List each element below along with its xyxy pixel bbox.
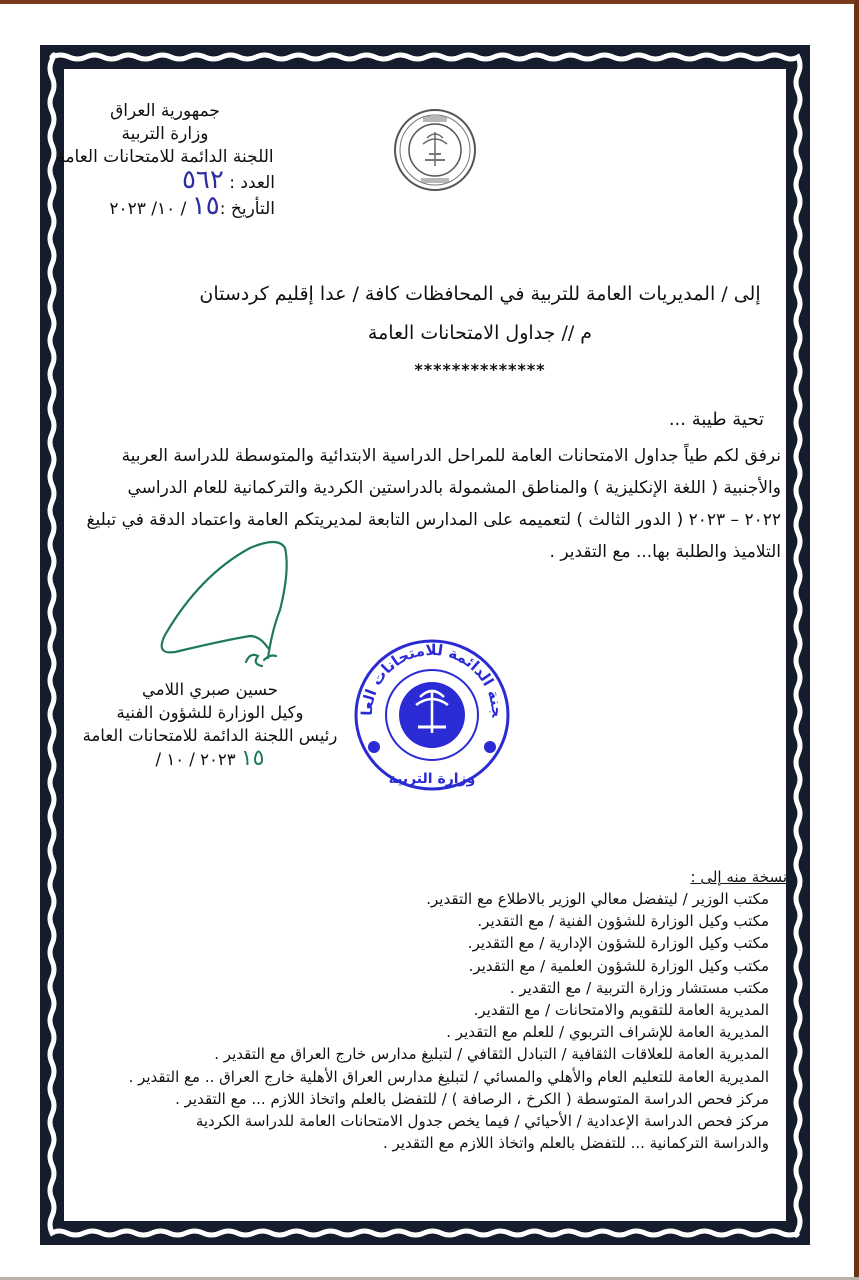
- copy-recipient: مكتب مستشار وزارة التربية / مع التقدير .: [509, 978, 769, 997]
- copy-recipient: المديرية العامة للإشراف التربوي / للعلم مع التقدير .: [446, 1023, 769, 1042]
- body-line: نرفق لكم طياً جداول الامتحانات العامة للمراحل الدراسية الابتدائية والمتوسطة للدراسة العربية: [121, 446, 781, 466]
- date-label: التأريخ :: [219, 199, 275, 219]
- signatory-title: رئيس اللجنة الدائمة للامتحانات العامة: [82, 726, 338, 745]
- copy-recipient: المديرية العامة للتعليم العام والأهلي والمسائي / لتبليغ مدارس العراق الأهلية خارج العراق .. مع التقدير .: [128, 1067, 769, 1086]
- country-name: جمهورية العراق: [110, 101, 220, 121]
- separator: **************: [414, 360, 546, 379]
- stamp-ring-text: جنة الدائمة للامتحانات العا: [357, 640, 507, 718]
- copy-recipient: مركز فحص الدراسة الإعدادية / الأحيائي / فيما يخص جدول الامتحانات العامة للدراسة الكردية والدراسة التركمانية ... للتفضل بالعلم واتخاذ اللازم مع التقدير .: [195, 1112, 769, 1153]
- paper-edge-top: [0, 0, 859, 4]
- copy-recipient: مكتب وكيل الوزارة للشؤون الإدارية / مع التقدير.: [467, 934, 769, 953]
- copy-recipient: المديرية العامة للتقويم والامتحانات / مع التقدير.: [473, 1001, 769, 1020]
- letterhead: [55, 100, 275, 221]
- copy-recipient: المديرية العامة للعلاقات الثقافية / التبادل الثقافي / لتبليغ مدارس خارج العراق مع التقدير .: [214, 1045, 769, 1064]
- signature-date-day: ١٥: [240, 746, 265, 771]
- copy-recipient: مركز فحص الدراسة المتوسطة ( الكرخ ، الرصافة ) / للتفضل بالعلم واتخاذ اللازم ... مع التقدير .: [175, 1089, 769, 1108]
- committee-name: اللجنة الدائمة للامتحانات العامة: [56, 147, 274, 167]
- body-line: التلاميذ والطلبة بها... مع التقدير .: [549, 542, 781, 562]
- stamp-bottom-text: وزارة التربية: [388, 771, 476, 787]
- date-rest: / ١٠/ ٢٠٢٣: [109, 199, 187, 219]
- reference-number: [55, 165, 275, 195]
- copy-recipient: مكتب الوزير / ليتفضل معالي الوزير بالاطلاع مع التقدير.: [426, 890, 769, 908]
- copy-recipient: مكتب وكيل الوزارة للشؤون العلمية / مع التقدير.: [468, 956, 769, 975]
- subject-line: م // جداول الامتحانات العامة: [367, 322, 593, 344]
- official-stamp: [350, 635, 515, 795]
- recipient-line: إلى / المديريات العامة للتربية في المحافظات كافة / عدا إقليم كردستان: [199, 283, 761, 305]
- copies-title: نسخة منه إلى :: [690, 868, 787, 886]
- number-label: العدد :: [229, 173, 275, 193]
- letter-date: [55, 191, 275, 221]
- copy-recipient: مكتب وكيل الوزارة للشؤون الفنية / مع التقدير.: [477, 912, 769, 931]
- paper-edge-right: [854, 0, 859, 1280]
- date-day: ١٥: [191, 191, 220, 221]
- body-line: والأجنبية ( اللغة الإنكليزية ) والمناطق المشمولة بالدراستين الكردية والتركمانية للعام الدراسي: [127, 478, 781, 498]
- ministry-emblem: [393, 108, 477, 192]
- handwritten-signature: [150, 540, 300, 680]
- signatory-name: حسين صبري اللامي: [141, 680, 278, 699]
- signatory-title: وكيل الوزارة للشؤون الفنية: [116, 703, 304, 722]
- signature-date: [65, 747, 355, 771]
- ministry-name: وزارة التربية: [121, 124, 209, 144]
- signature-date-rest: ٢٠٢٣ / ١٠ /: [155, 750, 236, 769]
- body-line: ٢٠٢٢ – ٢٠٢٣ ( الدور الثالث ) لتعميمه على المدارس التابعة لمديريتكم العامة واعتماد الدقة في تبليغ: [86, 510, 781, 530]
- number-value: ٥٦٢: [181, 165, 224, 195]
- signatory-block: [65, 678, 355, 771]
- copies-list: [49, 888, 769, 1154]
- greeting: تحية طيبة ...: [668, 409, 764, 430]
